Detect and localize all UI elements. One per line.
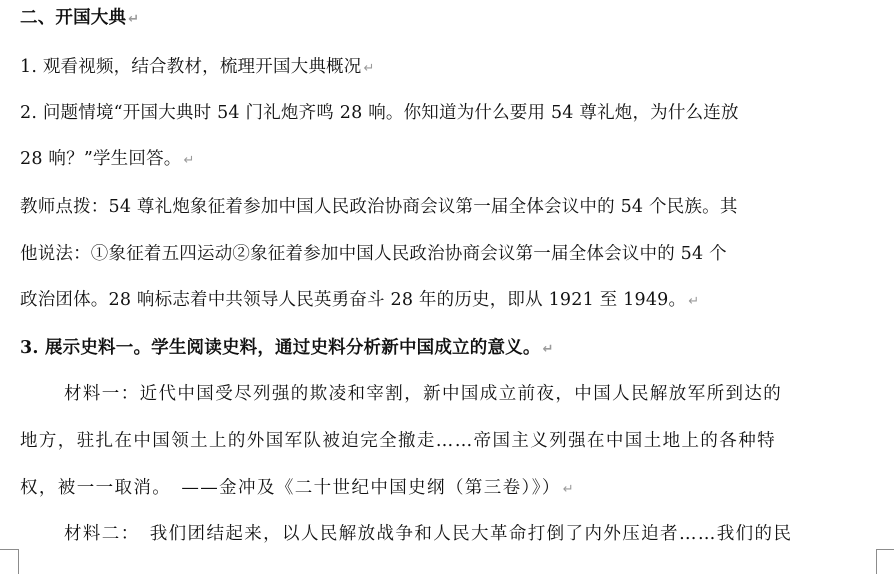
material-1-line-1: 材料一：近代中国受尽列强的欺凌和宰割，新中国成立前夜，中国人民解放军所到达的: [64, 384, 783, 404]
paragraph-mark-icon: ↵: [183, 153, 195, 168]
paragraph-2-line-2: [20, 147, 195, 173]
paragraph-mark-icon: ↵: [562, 482, 576, 497]
paragraph-2-line-2-text: 28 响？”学生回答。: [20, 149, 182, 169]
paragraph-1-text: 1. 观看视频，结合教材，梳理开国大典概况: [20, 57, 362, 77]
paragraph-3-line-1: 教师点拨：54 尊礼炮象征着参加中国人民政治协商会议第一届全体会议中的 54 个民族。其: [20, 197, 738, 217]
paragraph-4: [20, 336, 554, 362]
paragraph-1: [20, 55, 375, 81]
paragraph-mark-icon: ↵: [542, 342, 554, 357]
page-corner-mark-right: [876, 549, 894, 574]
material-2-line-1: 材料二： 我们团结起来，以人民解放战争和人民大革命打倒了内外压迫者……我们的民: [64, 524, 793, 544]
section-heading-text: 二、开国大典: [20, 8, 127, 28]
page-corner-mark-left: [0, 549, 19, 574]
paragraph-3-line-2: 他说法：①象征着五四运动②象征着参加中国人民政治协商会议第一届全体会议中的 54 个: [20, 244, 727, 264]
paragraph-mark-icon: ↵: [688, 294, 700, 309]
material-1-line-3: [20, 476, 575, 502]
paragraph-3-line-3: [20, 288, 699, 314]
paragraph-4-text: 3. 展示史料一。学生阅读史料，通过史料分析新中国成立的意义。: [20, 338, 541, 358]
paragraph-mark-icon: ↵: [363, 61, 375, 76]
paragraph-3-line-3-text: 政治团体。28 响标志着中共领导人民英勇奋斗 28 年的历史，即从 1921 至 1949。: [20, 290, 687, 310]
section-heading: [20, 6, 139, 32]
material-1-line-2: 地方，驻扎在中国领土上的外国军队被迫完全撤走……帝国主义列强在中国土地上的各种特: [20, 431, 776, 451]
paragraph-2-line-1: 2. 问题情境“开国大典时 54 门礼炮齐鸣 28 响。你知道为什么要用 54 尊礼炮，为什么连放: [20, 103, 739, 123]
paragraph-mark-icon: ↵: [128, 12, 140, 27]
material-1-line-3-text: 权，被一一取消。 ——金冲及《二十世纪中国史纲（第三卷）》）: [20, 478, 561, 498]
